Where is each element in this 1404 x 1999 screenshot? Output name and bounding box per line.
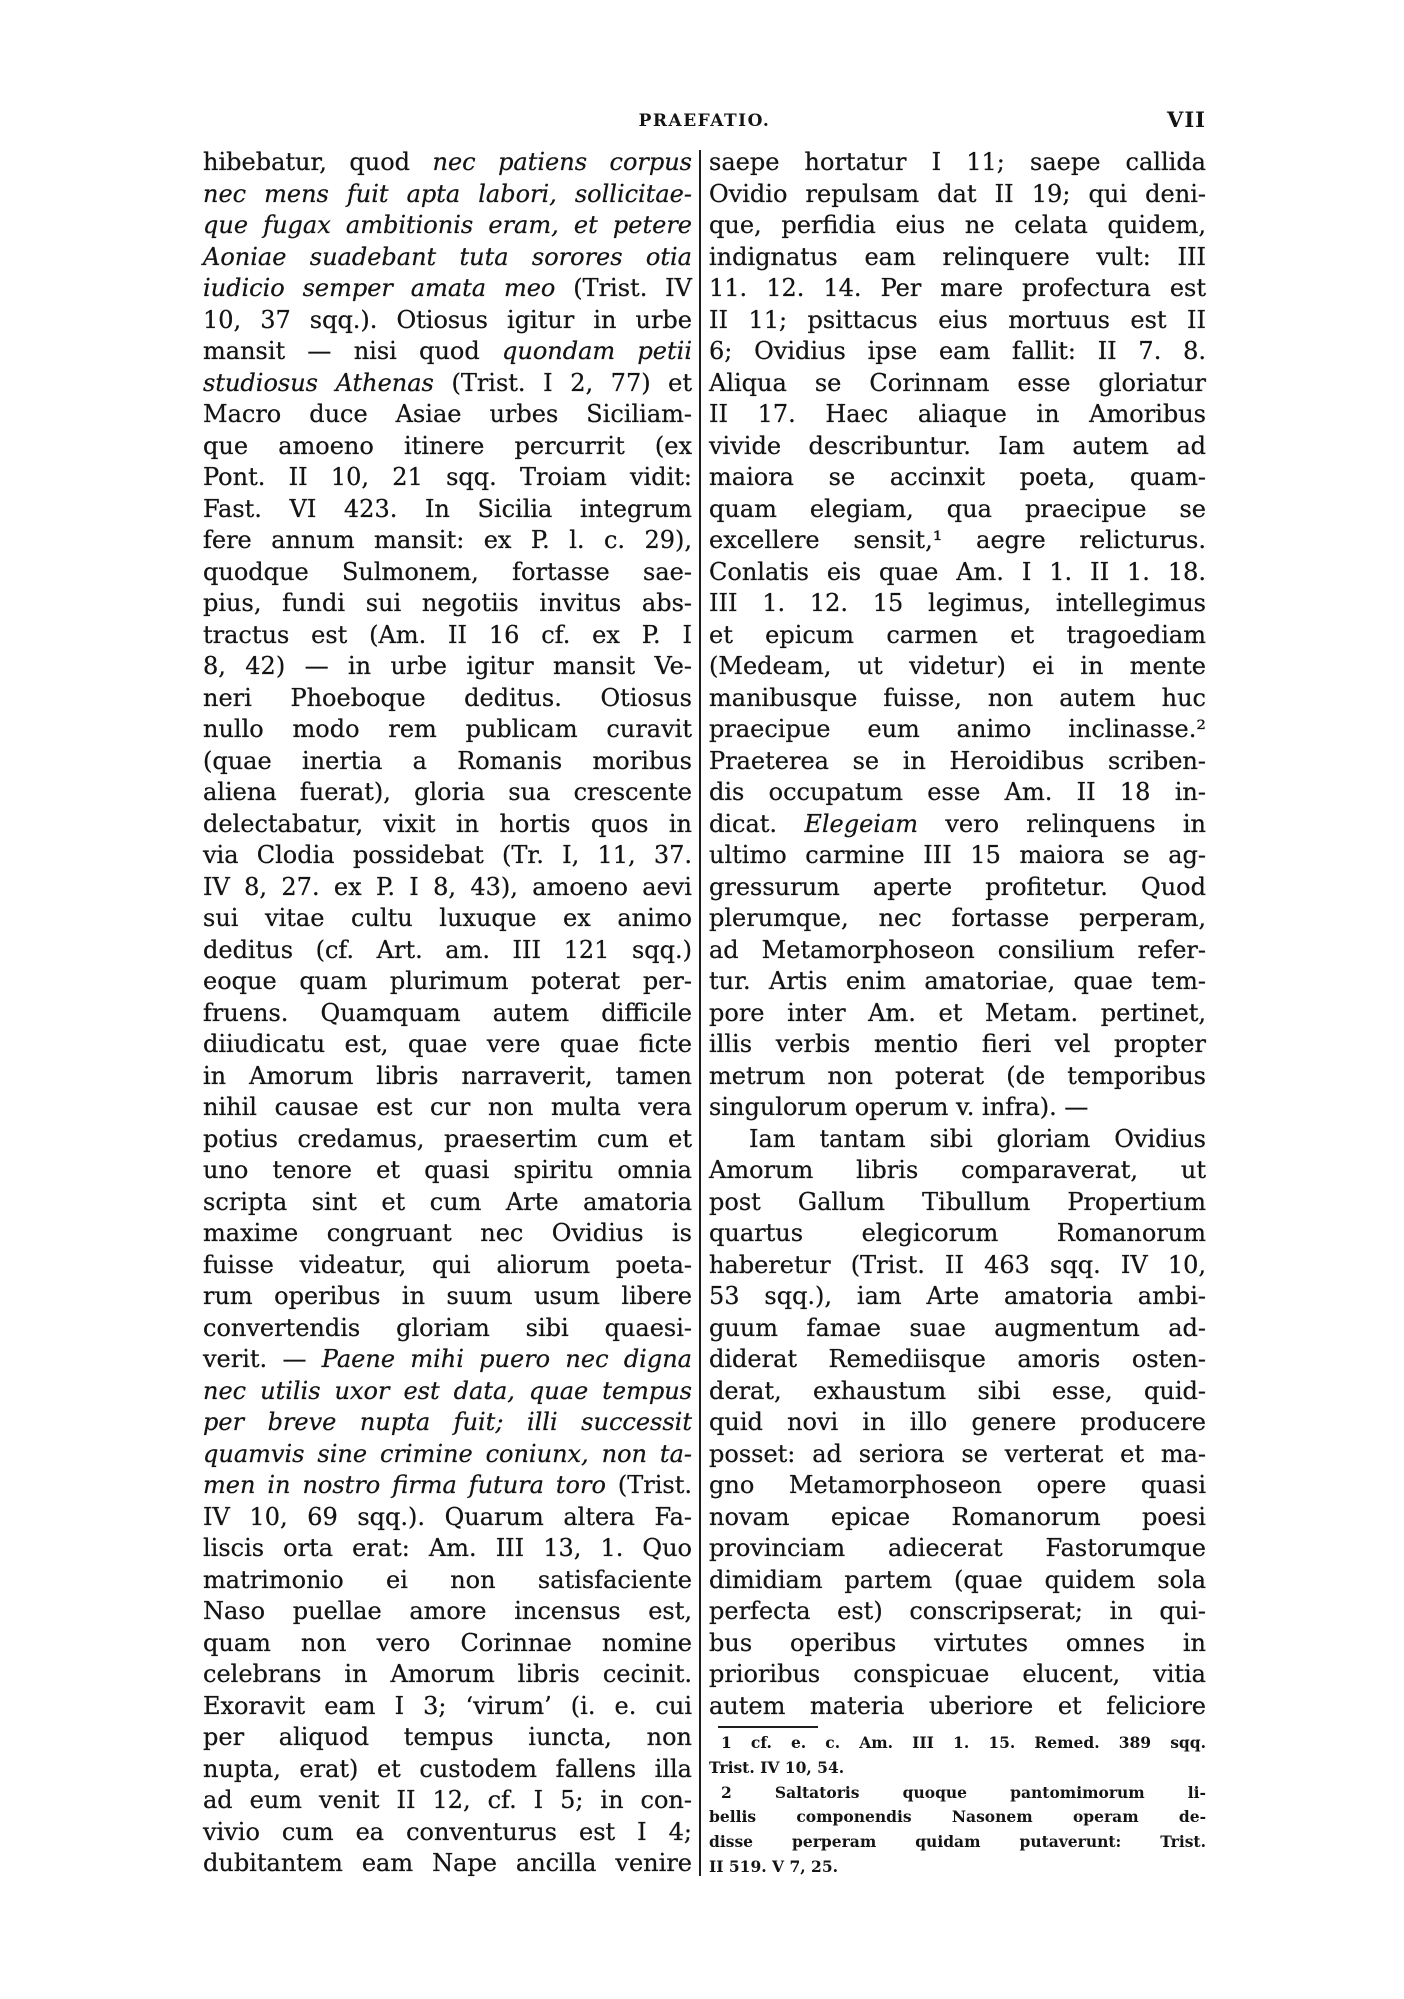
roman-text: (Trist. I 2, 77) et	[433, 368, 692, 397]
footnotes-block	[709, 1731, 1206, 1880]
line-text	[203, 273, 692, 305]
line-text: posset: ad seriora se verterat et ma-	[709, 1439, 1206, 1468]
text-line	[709, 431, 1206, 463]
line-text: ad eum venit II 12, cf. I 5; in con-	[203, 1786, 692, 1814]
text-line	[203, 714, 692, 746]
line-text: et epicum carmen et tragoediam	[709, 620, 1206, 649]
line-text: II 17. Haec aliaque in Amoribus	[709, 400, 1206, 428]
text-line	[709, 809, 1206, 841]
text-line	[203, 998, 692, 1030]
line-text: Iam tantam sibi gloriam Ovidius	[749, 1124, 1206, 1153]
left-column	[203, 147, 692, 1880]
line-text: 2 Saltatoris quoque pantomimorum li-	[721, 1782, 1206, 1802]
line-text: post Gallum Tibullum Propertium	[709, 1187, 1206, 1216]
line-text: Ovidio repulsam dat II 19; qui deni-	[709, 179, 1206, 208]
line-text: indignatus eam relinquere vult: III	[709, 242, 1206, 271]
text-line	[203, 210, 692, 242]
text-line	[709, 1092, 1206, 1124]
text-line	[203, 368, 692, 400]
line-text: nihil causae est cur non multa vera	[203, 1093, 692, 1121]
text-line	[203, 336, 692, 368]
line-text: Fast. VI 423. In Sicilia integrum	[203, 494, 692, 523]
line-text: convertendis gloriam sibi quaesi-	[203, 1313, 692, 1342]
text-line	[709, 998, 1206, 1030]
text-line	[203, 1785, 692, 1817]
text-line	[709, 1502, 1206, 1534]
text-line	[709, 1155, 1206, 1187]
italic-text: nec patiens corpus	[432, 148, 692, 176]
text-line	[709, 1439, 1206, 1471]
line-text: vivide describuntur. Iam autem ad	[709, 431, 1206, 460]
line-text: maiora se accinxit poeta, quam-	[709, 463, 1206, 491]
text-line	[203, 399, 692, 431]
italic-text: per breve nupta fuit; illi successit	[203, 1408, 692, 1436]
line-text: 1 cf. e. c. Am. III 1. 15. Remed. 389 sqq.	[721, 1733, 1206, 1752]
text-line	[203, 777, 692, 809]
line-text: scripta sint et cum Arte amatoria	[203, 1187, 692, 1216]
line-text: gno Metamorphoseon opere quasi	[709, 1471, 1206, 1499]
line-text: 8, 42) — in urbe igitur mansit Ve-	[203, 652, 692, 680]
line-text: tractus est (Am. II 16 cf. ex P. I	[203, 620, 692, 649]
text-line	[709, 399, 1206, 431]
text-line	[203, 1596, 692, 1628]
text-line	[203, 147, 692, 179]
line-text: pore inter Am. et Metam. pertinet,	[709, 998, 1206, 1027]
line-text: in Amorum libris narraverit, tamen	[203, 1061, 692, 1090]
text-line	[709, 588, 1206, 620]
text-line	[203, 1502, 692, 1534]
text-line	[203, 1061, 692, 1093]
text-line	[203, 179, 692, 211]
line-text: plerumque, nec fortasse perperam,	[709, 904, 1206, 932]
text-line	[203, 1313, 692, 1345]
italic-text: Elegeiam	[804, 809, 919, 838]
line-text: liscis orta erat: Am. III 13, 1. Quo	[203, 1534, 692, 1562]
text-line	[203, 840, 692, 872]
line-text: sui vitae cultu luxuque ex animo	[203, 904, 692, 932]
line-text: fruens. Quamquam autem difficile	[203, 998, 692, 1027]
text-line	[709, 1029, 1206, 1061]
line-text: potius credamus, praesertim cum et	[203, 1124, 692, 1153]
italic-text: quondam petii	[502, 337, 692, 365]
text-line	[709, 1344, 1206, 1376]
text-line	[203, 651, 692, 683]
line-text	[203, 1344, 692, 1376]
text-line	[203, 1124, 692, 1156]
text-line	[709, 620, 1206, 652]
text-line	[203, 1407, 692, 1439]
italic-text: nec mens fuit apta labori, sollicitae-	[203, 179, 692, 208]
text-line	[709, 966, 1206, 998]
text-line	[709, 462, 1206, 494]
line-text: gressurum aperte profitetur. Quod	[709, 872, 1206, 901]
text-line	[203, 1470, 692, 1502]
line-text: illis verbis mentio fieri vel propter	[709, 1030, 1206, 1058]
line-text: dubitantem eam Nape ancilla venire	[203, 1849, 692, 1877]
text-line	[203, 903, 692, 935]
footnote-line	[709, 1805, 1206, 1830]
roman-text: vero relinquens in	[918, 809, 1206, 838]
text-line	[709, 1313, 1206, 1345]
text-line	[709, 1250, 1206, 1282]
line-text: aliena fuerat), gloria sua crescente	[203, 778, 692, 806]
text-line	[709, 1659, 1206, 1691]
text-line	[709, 525, 1206, 557]
text-line	[709, 714, 1206, 746]
text-line	[709, 147, 1206, 179]
line-text: 11. 12. 14. Per mare profectura est	[709, 274, 1206, 302]
line-text: quid novi in illo genere producere	[709, 1408, 1206, 1436]
text-line	[709, 1565, 1206, 1597]
line-text: bus operibus virtutes omnes in	[709, 1628, 1206, 1657]
line-text: celebrans in Amorum libris cecinit.	[203, 1660, 692, 1688]
text-line	[709, 746, 1206, 778]
line-text: Amorum libris comparaverat, ut	[709, 1156, 1206, 1184]
text-line	[203, 1344, 692, 1376]
line-text: quam elegiam, qua praecipue se	[709, 494, 1206, 523]
text-line	[709, 903, 1206, 935]
roman-text: dicat.	[709, 809, 805, 838]
line-text: II 519. V 7, 25.	[709, 1856, 839, 1876]
text-line	[203, 683, 692, 715]
line-text	[709, 809, 1206, 841]
text-line	[203, 1187, 692, 1219]
text-line	[203, 1722, 692, 1754]
line-text: per aliquod tempus iuncta, non	[203, 1723, 692, 1751]
text-line	[709, 1218, 1206, 1250]
text-line	[203, 1817, 692, 1849]
line-text: fere annum mansit: ex P. l. c. 29),	[203, 526, 692, 554]
line-text: praecipue eum animo inclinasse.²	[709, 715, 1206, 743]
line-text	[203, 336, 692, 368]
text-line	[203, 1691, 692, 1723]
line-text: uno tenore et quasi spiritu omnia	[203, 1156, 692, 1184]
text-line	[203, 1659, 692, 1691]
text-line	[203, 1439, 692, 1471]
text-line	[203, 1565, 692, 1597]
line-text: nullo modo rem publicam curavit	[203, 715, 692, 743]
text-line	[203, 1281, 692, 1313]
line-text	[203, 368, 692, 400]
text-line	[203, 494, 692, 526]
text-line	[709, 273, 1206, 305]
line-text: Exoravit eam I 3; ‘virum’ (i. e. cui	[203, 1691, 692, 1720]
line-text: que amoeno itinere percurrit (ex	[203, 431, 692, 460]
line-text: quodque Sulmonem, fortasse sae-	[203, 557, 692, 586]
text-line	[203, 935, 692, 967]
line-text	[203, 179, 692, 211]
line-text: prioribus conspicuae elucent, vitia	[709, 1660, 1206, 1688]
text-line	[203, 1376, 692, 1408]
text-line	[709, 1628, 1206, 1660]
line-text: quartus elegicorum Romanorum	[709, 1219, 1206, 1247]
italic-text: nec utilis uxor est data, quae tempus	[203, 1376, 692, 1405]
italic-text: que fugax ambitionis eram, et petere	[203, 211, 692, 239]
text-line	[709, 651, 1206, 683]
text-line	[709, 1691, 1206, 1723]
footnote-line	[709, 1830, 1206, 1855]
footnote-line	[709, 1756, 1206, 1781]
roman-text: verit. —	[203, 1345, 322, 1373]
text-line	[203, 620, 692, 652]
line-text: guum famae suae augmentum ad-	[709, 1313, 1206, 1342]
line-text: Pont. II 10, 21 sqq. Troiam vidit:	[203, 463, 692, 491]
line-text: deditus (cf. Art. am. III 121 sqq.)	[203, 935, 692, 964]
text-line	[709, 1376, 1206, 1408]
line-text	[203, 1470, 692, 1502]
line-text: tur. Artis enim amatoriae, quae tem-	[709, 967, 1206, 995]
line-text: Praeterea se in Heroidibus scriben-	[709, 746, 1206, 775]
text-line	[203, 242, 692, 274]
text-line	[709, 242, 1206, 274]
line-text: que, perfidia eius ne celata quidem,	[709, 211, 1206, 239]
text-line	[203, 1250, 692, 1282]
line-text: metrum non poterat (de temporibus	[709, 1061, 1206, 1090]
roman-text: hibebatur, quod	[203, 148, 433, 176]
text-line	[203, 872, 692, 904]
page-number: VII	[1167, 107, 1206, 132]
line-text: Macro duce Asiae urbes Siciliam-	[203, 400, 692, 428]
line-text: novam epicae Romanorum poesi	[709, 1502, 1206, 1531]
text-line	[709, 1281, 1206, 1313]
text-line	[203, 557, 692, 589]
line-text: singulorum operum v. infra). —	[709, 1093, 1089, 1121]
line-text: (Medeam, ut videtur) ei in mente	[709, 652, 1206, 680]
text-line	[203, 1218, 692, 1250]
line-text	[203, 210, 692, 242]
line-text: eoque quam plurimum poterat per-	[203, 967, 692, 995]
italic-text: Paene mihi puero nec digna	[321, 1345, 692, 1373]
line-text: dis occupatum esse Am. II 18 in-	[709, 778, 1206, 806]
footnote-line	[709, 1781, 1206, 1806]
line-text	[203, 1376, 692, 1408]
text-line	[203, 1754, 692, 1786]
line-text: quam non vero Corinnae nomine	[203, 1628, 692, 1657]
line-text: manibusque fuisse, non autem huc	[709, 683, 1206, 712]
line-text: III 1. 12. 15 legimus, intellegimus	[709, 589, 1206, 617]
line-text	[203, 242, 692, 274]
line-text: delectabatur, vixit in hortis quos in	[203, 809, 692, 838]
text-line	[709, 935, 1206, 967]
text-line	[709, 872, 1206, 904]
line-text: neri Phoeboque deditus. Otiosus	[203, 683, 692, 712]
text-line	[709, 1407, 1206, 1439]
line-text: 53 sqq.), iam Arte amatoria ambi-	[709, 1282, 1206, 1310]
right-column	[709, 147, 1206, 1722]
line-text: derat, exhaustum sibi esse, quid-	[709, 1376, 1206, 1405]
running-title: PRAEFATIO.	[638, 111, 771, 131]
italic-text: studiosus Athenas	[203, 368, 434, 397]
line-text: diderat Remediisque amoris osten-	[709, 1345, 1206, 1373]
text-line	[709, 840, 1206, 872]
line-text: ad Metamorphoseon consilium refer-	[709, 935, 1206, 964]
line-text: via Clodia possidebat (Tr. I, 11, 37.	[203, 841, 692, 869]
line-text: (quae inertia a Romanis moribus	[203, 746, 692, 775]
text-line	[709, 179, 1206, 211]
text-line	[709, 1470, 1206, 1502]
line-text: dimidiam partem (quae quidem sola	[709, 1565, 1206, 1594]
italic-text: men in nostro firma futura toro	[203, 1471, 606, 1499]
column-rule	[699, 150, 701, 1876]
roman-text: (Trist. IV	[555, 274, 692, 302]
text-line	[203, 1628, 692, 1660]
line-text: maxime congruant nec Ovidius is	[203, 1219, 692, 1247]
text-line	[709, 1124, 1206, 1156]
text-line	[709, 777, 1206, 809]
italic-text: iudicio semper amata meo	[203, 274, 556, 302]
text-line	[203, 809, 692, 841]
line-text	[203, 1439, 692, 1471]
line-text: 6; Ovidius ipse eam fallit: II 7. 8.	[709, 337, 1206, 365]
italic-text: Aoniae suadebant tuta sorores otia	[203, 242, 692, 271]
line-text: 10, 37 sqq.). Otiosus igitur in urbe	[203, 305, 692, 334]
line-text: II 11; psittacus eius mortuus est II	[709, 305, 1206, 334]
line-text: Naso puellae amore incensus est,	[203, 1597, 692, 1625]
line-text: provinciam adiecerat Fastorumque	[709, 1534, 1206, 1562]
line-text: Aliqua se Corinnam esse gloriatur	[709, 368, 1206, 397]
text-line	[709, 557, 1206, 589]
roman-text: (Trist.	[605, 1471, 692, 1499]
text-line	[709, 1533, 1206, 1565]
text-line	[203, 525, 692, 557]
roman-text: mansit — nisi quod	[203, 337, 502, 365]
text-line	[203, 273, 692, 305]
text-line	[709, 1187, 1206, 1219]
text-line	[709, 494, 1206, 526]
line-text: IV 10, 69 sqq.). Quarum altera Fa-	[203, 1502, 692, 1531]
footnote-rule	[718, 1726, 818, 1728]
line-text: Trist. IV 10, 54.	[709, 1757, 845, 1777]
text-line	[203, 746, 692, 778]
line-text: nupta, erat) et custodem fallens illa	[203, 1754, 692, 1783]
text-line	[203, 1155, 692, 1187]
footnote-line	[709, 1731, 1206, 1756]
text-line	[709, 305, 1206, 337]
text-line	[203, 588, 692, 620]
italic-text: quamvis sine crimine coniunx, non ta-	[203, 1439, 692, 1468]
text-line	[709, 1596, 1206, 1628]
line-text: bellis componendis Nasonem operam de-	[709, 1807, 1206, 1827]
line-text: matrimonio ei non satisfaciente	[203, 1565, 692, 1594]
line-text: haberetur (Trist. II 463 sqq. IV 10,	[709, 1250, 1206, 1279]
text-line	[203, 305, 692, 337]
text-line	[203, 966, 692, 998]
line-text: excellere sensit,¹ aegre relicturus.	[709, 526, 1206, 554]
line-text: vivio cum ea conventurus est I 4;	[203, 1817, 692, 1846]
text-line	[203, 1029, 692, 1061]
text-line	[203, 462, 692, 494]
line-text: autem materia uberiore et feliciore	[709, 1691, 1206, 1720]
line-text: ultimo carmine III 15 maiora se ag-	[709, 841, 1206, 869]
line-text: disse perperam quidam putaverunt: Trist.	[709, 1832, 1206, 1852]
text-line	[203, 1092, 692, 1124]
line-text: perfecta est) conscripserat; in qui-	[709, 1597, 1206, 1625]
line-text: IV 8, 27. ex P. I 8, 43), amoeno aevi	[203, 872, 692, 901]
line-text: rum operibus in suum usum libere	[203, 1282, 692, 1310]
line-text: diiudicatu est, quae vere quae ficte	[203, 1030, 692, 1058]
text-line	[709, 368, 1206, 400]
text-line	[203, 1533, 692, 1565]
line-text: fuisse videatur, qui aliorum poeta-	[203, 1250, 692, 1279]
text-line	[203, 1848, 692, 1880]
text-line	[709, 336, 1206, 368]
line-text: pius, fundi sui negotiis invitus abs-	[203, 589, 692, 617]
text-line	[709, 210, 1206, 242]
line-text: saepe hortatur I 11; saepe callida	[709, 148, 1206, 176]
text-line	[709, 683, 1206, 715]
line-text: Conlatis eis quae Am. I 1. II 1. 18.	[709, 557, 1206, 586]
text-line	[709, 1061, 1206, 1093]
line-text	[203, 147, 692, 179]
text-line	[203, 431, 692, 463]
line-text	[203, 1407, 692, 1439]
footnote-line	[709, 1855, 1206, 1880]
